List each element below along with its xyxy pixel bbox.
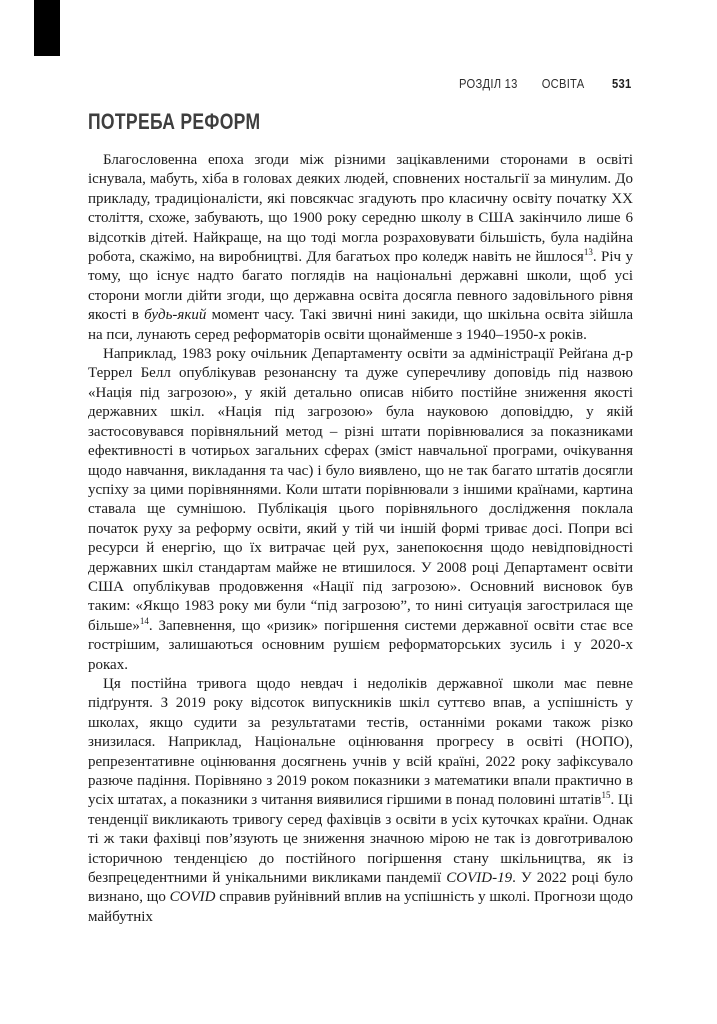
text-run: . Річ у тому, що існує надто багато поглядів на національні державні школи, щоб усі сторони могли дійти згоди, що державна освіта досягла певного задовільного рівня якості в [88, 249, 633, 324]
text-run: . Запевнення, що «ризик» погіршення системи державної освіти стає все гострішим, залишаються основним рушієм реформаторських зусиль і у 2020-х роках. [88, 617, 633, 673]
italic-text-run: будь-який [144, 307, 207, 324]
body-text [88, 151, 633, 927]
footnote-reference: 15 [601, 790, 611, 801]
text-run: . Ці тенденції викликають тривогу серед фахівців з освіти в усіх куточках країни. Однак ті ж таки фахівці пов’язують це зниження значною мірою не так із довготривалою історичною тенденцією до постійного погіршення стану шкільництва, як із безпрецедентними й унікальними викликами пандемії [88, 792, 633, 887]
paragraph [88, 345, 633, 675]
text-run: Наприклад, 1983 року очільник Департаменту освіти за адміністрації Рейґана д-р Террел Белл опублікував резонансну та дуже суперечливу доповідь під назвою «Нація під загрозою», у якій детально описав нібито постійне зниження якості державних шкіл. «Нація під загрозою» була науковою доповіддю, у якій застосовувався порівняльний метод – різні штати порівнювалися за показниками ефективності в чотирьох загальних сферах (зміст навчальної програми, очікування щодо навчання, викладання та час) і було виявлено, що не так багато штатів досягли успіху за цими порівняннями. Коли штати порівнювали з іншими країнами, картина ставала ще сумнішою. Публікація цього порівняльного дослідження поклала початок руху за реформу освіти, який у тій чи іншій формі триває досі. Попри всі ресурси й енергію, що їх витрачає цей рух, занепокоєння щодо невідповідності державних шкіл стандартам майже не втишилося. У 2008 році Департамент освіти США опублікував продовження «Нації під загрозою». Основний висновок був таким: «Якщо 1983 року ми були “під загрозою”, то нині ситуація загострилася ще більше» [88, 346, 633, 634]
running-header-section: РОЗДІЛ 13 [458, 76, 518, 91]
page-number: 531 [611, 76, 631, 91]
running-header-chapter: ОСВІТА [541, 76, 585, 91]
text-run: момент часу. Такі звичні нині закиди, що шкільна освіта зійшла на пси, лунають серед реформаторів освіти щонайменше з 1940–1950-х років. [88, 307, 634, 343]
text-run: Ця постійна тривога щодо невдач і недоліків державної школи має певне підґрунтя. З 2019 року відсоток випускників шкіл суттєво впав, а успішність у школах, якщо судити за результатами тестів, останніми роками також різко знизилася. Наприклад, Національне оцінювання прогресу в освіті (НОПО), репрезентативне оцінювання досягнень учнів у всій країні, 2022 року зафіксувало разюче падіння. Порівняно з 2019 роком показники з математики впали практично в усіх штатах, а показники з читання виявилися гіршими в понад половині штатів [88, 675, 633, 809]
footnote-reference: 14 [139, 615, 149, 626]
text-run: Благословенна епоха згоди між різними зацікавленими сторонами в освіті існувала, мабуть, хіба в головах деяких людей, сповнених ностальгії за минулим. До прикладу, традиціоналісти, які повсякчас згадують про класичну освіту початку XX століття, схоже, забувають, що 1900 року середню школу в США закінчило лише 6 відсотків дітей. Найкраще, на що тоді могла розраховувати більшість, була надійна робота, скажімо, на виробництві. Для багатьох про коледж навіть не йшлося [88, 152, 633, 266]
italic-text-run: COVID [169, 889, 216, 906]
paragraph [88, 151, 633, 345]
running-header [459, 76, 631, 91]
italic-text-run: COVID-19 [446, 870, 513, 887]
section-heading: ПОТРЕБА РЕФОРМ [88, 109, 261, 134]
footnote-reference: 13 [583, 247, 593, 258]
paragraph [88, 675, 633, 927]
text-run: . У 2022 році було визнано, що [88, 870, 633, 906]
page-corner-mark [34, 0, 60, 56]
text-run: справив руйнівний вплив на успішність у школі. Прогнози щодо майбутніх [88, 889, 633, 925]
